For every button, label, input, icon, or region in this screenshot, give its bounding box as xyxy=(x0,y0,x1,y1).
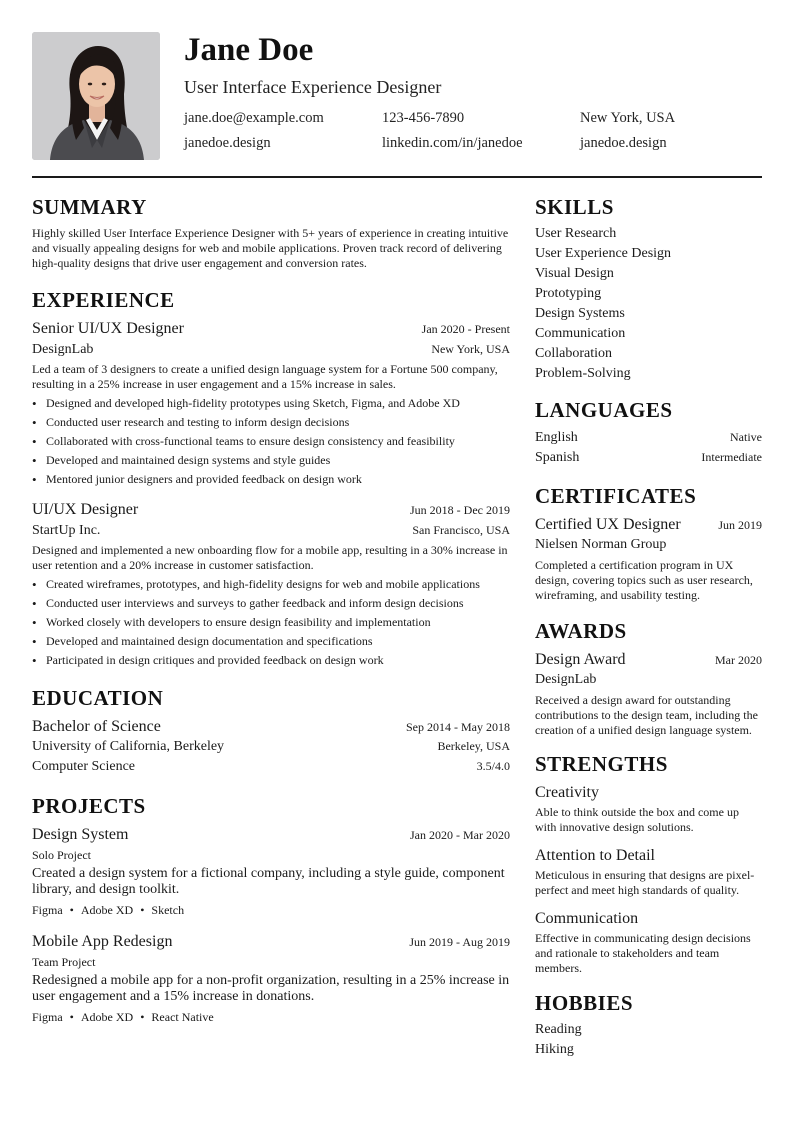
project-tech: Figma • Adobe XD • Sketch xyxy=(32,903,185,917)
education-section xyxy=(32,686,510,776)
contact-phone[interactable]: 123-456-7890 xyxy=(382,110,465,126)
job-bullet: • Created wireframes, prototypes, and high-fidelity designs for web and mobile applications xyxy=(32,577,510,592)
certificate-description: Completed a certification program in UX design, covering topics such as user research, wireframing, and usability testing. xyxy=(535,558,753,602)
job-company: StartUp Inc. xyxy=(32,523,101,538)
skill-item: User Research xyxy=(535,226,617,241)
tech-tag: React Native xyxy=(151,1010,214,1024)
hobbies-section xyxy=(535,991,762,1060)
contact-portfolio[interactable]: janedoe.design xyxy=(580,135,667,151)
skill-item: Prototyping xyxy=(535,286,602,301)
job-bullets xyxy=(32,396,510,487)
tech-tag: Figma xyxy=(32,1010,63,1024)
job-bullet: • Collaborated with cross-functional teams to ensure design consistency and feasibility xyxy=(32,434,510,449)
job-bullet: • Designed and developed high-fidelity prototypes using Sketch, Figma, and Adobe XD xyxy=(32,396,510,411)
job-bullet: • Conducted user interviews and surveys to gather feedback and inform design decisions xyxy=(32,596,510,611)
hobby-item: Reading xyxy=(535,1022,582,1037)
award-issuer: DesignLab xyxy=(535,672,597,687)
contact-location: New York, USA xyxy=(580,110,676,126)
awards-section xyxy=(535,619,762,738)
projects-section xyxy=(32,794,510,1025)
skill-item: Problem-Solving xyxy=(535,366,631,381)
skill-item: Collaboration xyxy=(535,346,612,361)
tech-tag: Sketch xyxy=(151,903,185,917)
certificate-date: Jun 2019 xyxy=(718,518,762,532)
skill-item: Visual Design xyxy=(535,266,614,281)
award-date: Mar 2020 xyxy=(715,653,762,667)
strength-item xyxy=(535,846,762,898)
strength-item xyxy=(535,783,762,835)
job-company: DesignLab xyxy=(32,342,94,357)
section-title-awards: AWARDS xyxy=(535,619,627,643)
language-row xyxy=(535,427,762,447)
section-title-skills: SKILLS xyxy=(535,195,614,219)
school: University of California, Berkeley xyxy=(32,739,225,754)
skill-item: Design Systems xyxy=(535,306,625,321)
gpa: 3.5/4.0 xyxy=(476,759,510,773)
job-date: Jan 2020 - Present xyxy=(421,322,510,336)
job-title: UI/UX Designer xyxy=(32,501,139,518)
resume-header xyxy=(32,32,762,160)
skill-item: Communication xyxy=(535,326,626,341)
hobby-item: Hiking xyxy=(535,1042,574,1057)
job-bullet: • Conducted user research and testing to inform design decisions xyxy=(32,415,510,430)
job-bullet: • Participated in design critiques and provided feedback on design work xyxy=(32,653,510,668)
section-title-certificates: CERTIFICATES xyxy=(535,484,697,508)
job-description: Designed and implemented a new onboarding flow for a mobile app, resulting in a 30% increase in user retention and a 20% increase in customer satisfaction. xyxy=(32,543,508,572)
project-entry xyxy=(32,932,510,1025)
strength-item xyxy=(535,909,762,976)
job-bullets xyxy=(32,577,510,668)
job-description: Led a team of 3 designers to create a unified design language system for a Fortune 500 company, resulting in a 25% increase in user engagement and a 15% increase in sales. xyxy=(32,362,498,391)
experience-entry xyxy=(32,500,510,668)
contact-linkedin[interactable]: linkedin.com/in/janedoe xyxy=(382,135,523,151)
summary-text: Highly skilled User Interface Experience Designer with 5+ years of experience in creating intuitive and visually appealing designs for web and mobile applications. Proven track record of delivering high-quality designs that drive user engagement and conversion rates. xyxy=(32,226,509,270)
profile-photo-image xyxy=(32,32,160,160)
language-name: Spanish xyxy=(535,450,580,465)
project-name: Mobile App Redesign xyxy=(32,933,173,950)
contact-website[interactable]: janedoe.design xyxy=(184,135,271,151)
section-title-languages: LANGUAGES xyxy=(535,398,673,422)
section-title-hobbies: HOBBIES xyxy=(535,991,634,1015)
job-location: San Francisco, USA xyxy=(412,523,510,537)
right-column xyxy=(535,195,762,1060)
job-location: New York, USA xyxy=(431,342,510,356)
left-column xyxy=(32,195,510,1025)
strengths-section xyxy=(535,752,762,976)
project-date: Jun 2019 - Aug 2019 xyxy=(409,935,510,949)
project-type: Team Project xyxy=(32,955,96,969)
strength-name: Communication xyxy=(535,910,639,927)
school-location: Berkeley, USA xyxy=(437,739,510,753)
job-title: Senior UI/UX Designer xyxy=(32,320,184,337)
project-description: Redesigned a mobile app for a non-profit organization, resulting in a 25% increase in user engagement and a 15% increase in donations. xyxy=(32,973,510,1004)
strength-description: Meticulous in ensuring that designs are pixel-perfect and meet high standards of quality. xyxy=(535,868,755,897)
project-description: Created a design system for a fictional company, including a style guide, component library, and design toolkit. xyxy=(32,866,505,897)
strength-name: Attention to Detail xyxy=(535,847,655,864)
section-title-education: EDUCATION xyxy=(32,686,164,710)
strength-description: Able to think outside the box and come up with innovative design solutions. xyxy=(535,805,739,834)
job-bullet: • Developed and maintained design systems and style guides xyxy=(32,453,510,468)
section-title-experience: EXPERIENCE xyxy=(32,288,175,312)
experience-section xyxy=(32,288,510,668)
languages-section xyxy=(535,398,762,467)
project-tech: Figma • Adobe XD • React Native xyxy=(32,1010,214,1024)
contact-email[interactable]: jane.doe@example.com xyxy=(184,110,324,126)
certificate-issuer: Nielsen Norman Group xyxy=(535,537,667,552)
language-row xyxy=(535,447,762,467)
tech-tag: Figma xyxy=(32,903,63,917)
education-date: Sep 2014 - May 2018 xyxy=(406,720,510,734)
job-bullet: • Developed and maintained design documentation and specifications xyxy=(32,634,510,649)
job-bullet: • Mentored junior designers and provided feedback on design work xyxy=(32,472,510,487)
section-title-summary: SUMMARY xyxy=(32,195,147,219)
strength-name: Creativity xyxy=(535,784,599,801)
certificates-section xyxy=(535,484,762,603)
degree: Bachelor of Science xyxy=(32,718,161,735)
project-entry xyxy=(32,825,510,918)
skills-section xyxy=(535,195,762,384)
section-title-strengths: STRENGTHS xyxy=(535,752,668,776)
candidate-role: User Interface Experience Designer xyxy=(184,77,442,97)
tech-tag: Adobe XD xyxy=(80,903,134,917)
award-description: Received a design award for outstanding contributions to the design team, including the creation of a unified design language system. xyxy=(535,693,758,737)
candidate-name: Jane Doe xyxy=(184,32,314,68)
project-type: Solo Project xyxy=(32,848,91,862)
job-bullet: • Worked closely with developers to ensure design feasibility and implementation xyxy=(32,615,510,630)
experience-entry xyxy=(32,319,510,487)
strength-description: Effective in communicating design decisions and rationale to stakeholders and team members. xyxy=(535,931,751,975)
language-level: Intermediate xyxy=(701,450,762,464)
summary-section xyxy=(32,195,510,271)
job-date: Jun 2018 - Dec 2019 xyxy=(410,503,510,517)
project-name: Design System xyxy=(32,826,129,843)
award-name: Design Award xyxy=(535,651,626,668)
profile-photo xyxy=(32,32,160,160)
section-title-projects: PROJECTS xyxy=(32,794,146,818)
skill-item: User Experience Design xyxy=(535,246,672,261)
header-divider xyxy=(32,176,762,178)
language-name: English xyxy=(535,430,578,445)
certificate-name: Certified UX Designer xyxy=(535,516,681,533)
tech-tag: Adobe XD xyxy=(80,1010,134,1024)
project-date: Jan 2020 - Mar 2020 xyxy=(410,828,510,842)
field-of-study: Computer Science xyxy=(32,759,136,774)
language-level: Native xyxy=(730,430,762,444)
